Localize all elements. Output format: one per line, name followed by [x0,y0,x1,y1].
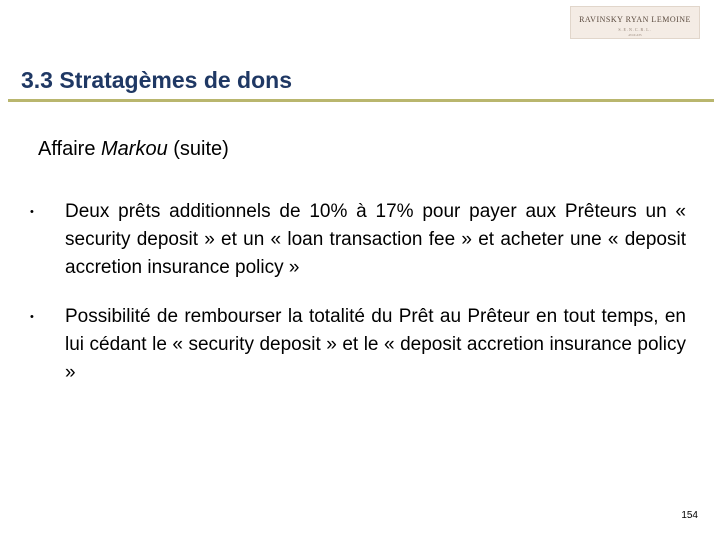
bullet-marker: • [30,311,34,323]
subheading-prefix: Affaire [38,138,101,160]
logo-firm-suffix: S.E.N.C.R.L. [618,27,652,32]
page-number: 154 [681,510,698,521]
title-divider [8,99,714,102]
bullet-text: Deux prêts additionnels de 10% à 17% pour payer aux Prêteurs un « security deposit » et un « loan transaction fee » et acheter une « deposit accretion insurance policy » [65,201,686,278]
logo-firm-tagline: AVOCATS [628,33,642,37]
bullet-marker: • [30,206,34,218]
bullet-list [30,198,686,408]
bullet-item [30,198,686,282]
slide-title: 3.3 Stratagèmes de dons [21,67,292,93]
subheading-case-name: Markou [101,138,168,160]
bullet-item [30,303,686,387]
subheading-suffix: (suite) [167,138,229,160]
bullet-text: Possibilité de rembourser la totalité du Prêt au Prêteur en tout temps, en lui cédant le « security deposit » et le « deposit accretion insurance policy » [65,306,686,383]
firm-logo [570,6,700,39]
logo-firm-name: RAVINSKY RYAN LEMOINE [579,15,691,24]
slide-subheading [38,138,229,161]
